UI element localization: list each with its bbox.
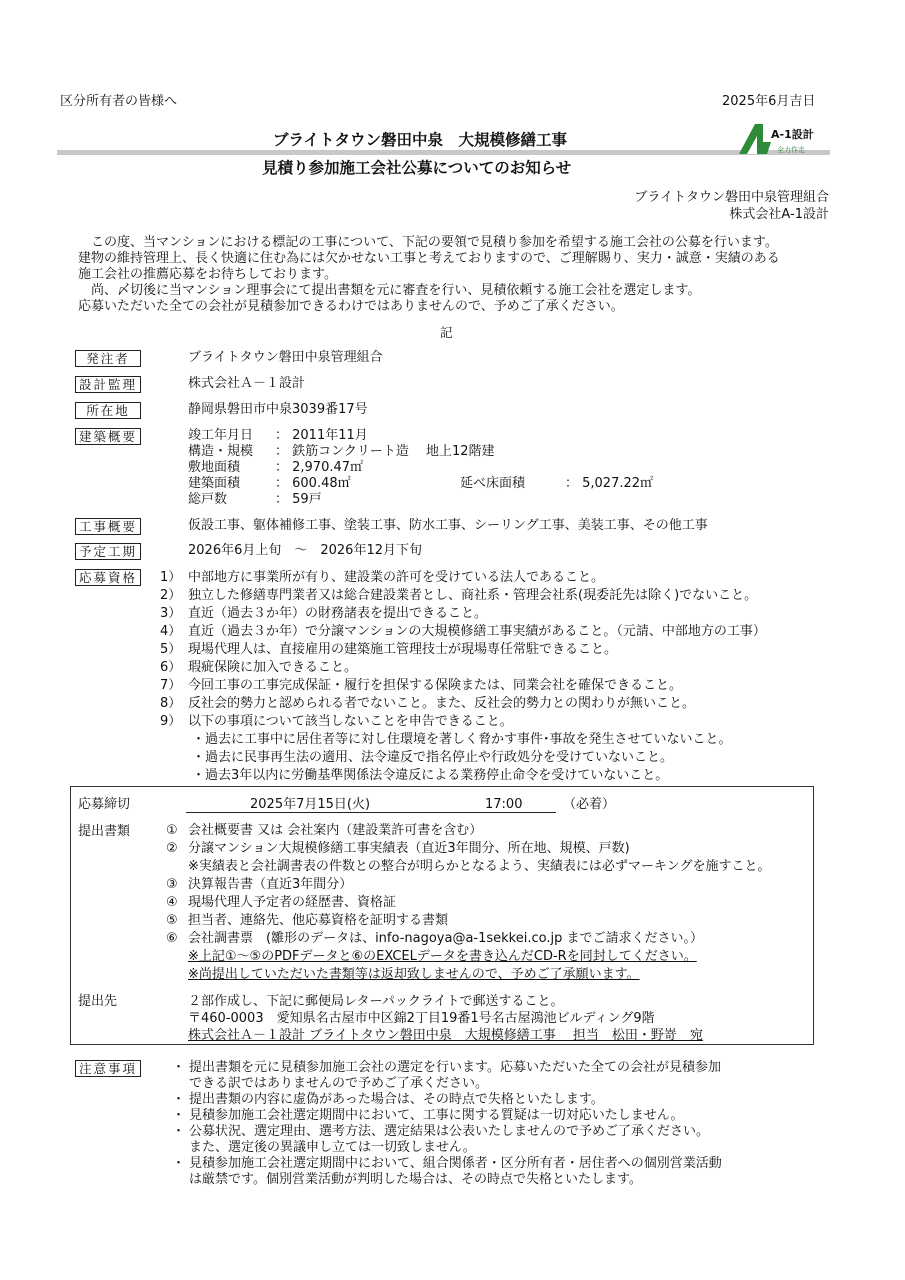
qualification-item: 反社会的勢力と認められる者でないこと。また、反社会的勢力との関わりが無いこと。 xyxy=(188,696,696,711)
intro-line: この度、当マンションにおける標記の工事について、下記の要領で見積り参加を希望する施工会社の公募を行います。 xyxy=(78,235,778,250)
doc-item: ※実績表と会社調書表の件数との整合が明らかとなるよう、実績表には必ずマーキングを施すこと。 xyxy=(188,859,771,874)
intro-line: 施工会社の推薦応募をお待ちしております。 xyxy=(78,267,337,282)
doc-number: ① xyxy=(166,823,178,838)
design-value: 株式会社Ａ－１設計 xyxy=(188,376,306,391)
qualification-number: 9） xyxy=(160,714,182,729)
note-bullet: ・ xyxy=(172,1156,186,1171)
doc-number: ② xyxy=(166,841,178,856)
ki-mark: 記 xyxy=(440,325,453,340)
issue-date: 2025年6月吉日 xyxy=(722,94,816,109)
doc-item: 分譲マンション大規模修繕工事実績表（直近3年間分、所在地、規模、戸数) xyxy=(188,841,630,856)
note-bullet: ・ xyxy=(172,1108,186,1123)
sender-association: ブライトタウン磐田中泉管理組合 xyxy=(634,190,829,205)
page-subtitle: 見積り参加施工会社公募についてのお知らせ xyxy=(262,159,572,177)
completion-label: 竣工年月日 xyxy=(188,428,254,443)
note-bullet: ・ xyxy=(172,1092,186,1107)
docs-note-return: ※尚提出していただいた書類等は返却致しませんので、予めご了承願います。 xyxy=(188,967,640,982)
qualification-item: 独立した修繕専門業者又は総合建設業者とし、商社系・管理会社系(現委託先は除く)でないこと。 xyxy=(188,588,758,603)
qualification-number: 3） xyxy=(160,606,182,621)
site-area-value: ： 2,970.47㎡ xyxy=(275,460,364,475)
note-item: できる訳ではありませんので予めご了承ください。 xyxy=(189,1076,489,1091)
structure-label: 構造・規模 xyxy=(188,444,254,459)
page-title: ブライトタウン磐田中泉 大規模修繕工事 xyxy=(273,131,568,149)
intro-line: 尚、〆切後に当マンション理事会にて提出書類を元に審査を行い、見積依頼する施工会社を選定します。 xyxy=(78,283,701,298)
doc-number: ⑥ xyxy=(166,931,178,946)
destination-address: 〒460-0003 愛知県名古屋市中区錦2丁目19番1号名古屋鴻池ビルディング9階 xyxy=(188,1011,655,1026)
qualification-number: 4） xyxy=(160,624,182,639)
deadline-note: （必着） xyxy=(563,797,616,812)
orderer-label: 発注者 xyxy=(75,350,141,367)
qualification-number: 2） xyxy=(160,588,182,603)
qualification-item: 直近（過去３か年）で分譲マンションの大規模修繕工事実績があること。（元請、中部地方の工事） xyxy=(188,624,766,639)
intro-line: 応募いただいた全ての会社が見積参加できるわけではありませんので、予めご了承ください。 xyxy=(78,299,624,314)
note-bullet: ・ xyxy=(172,1060,186,1075)
logo-text: A-1設計 xyxy=(771,128,814,141)
period-value: 2026年6月上旬 ～ 2026年12月下旬 xyxy=(188,543,422,558)
qualification-number: 6） xyxy=(160,660,182,675)
location-label: 所在地 xyxy=(75,402,141,419)
logo-subtext: 全力作走 xyxy=(777,146,805,154)
note-item: 見積参加施工会社選定期間中において、組合関係者・区分所有者・居住者への個別営業活動 xyxy=(189,1156,722,1171)
structure-value: ： 鉄筋コンクリート造 地上12階建 xyxy=(275,444,495,459)
building-label: 建築概要 xyxy=(75,428,141,445)
units-value: ： 59戸 xyxy=(275,492,322,507)
deadline-label: 応募締切 xyxy=(78,797,131,812)
intro-line: 建物の維持管理上、長く快適に住む為には欠かせない工事と考えておりますので、ご理解賜り、実力・誠意・実績のある xyxy=(78,251,780,266)
qualification-item: 今回工事の工事完成保証・履行を担保する保険または、同業会社を確保できること。 xyxy=(188,678,683,693)
notes-label: 注意事項 xyxy=(75,1060,141,1077)
total-area-value: ： 5,027.22㎡ xyxy=(565,476,654,491)
destination-line: ２部作成し、下記に郵便局レターパックライトで郵送すること。 xyxy=(188,994,564,1009)
docs-label: 提出書類 xyxy=(78,824,131,839)
note-item: 提出書類を元に見積参加施工会社の選定を行います。応募いただいた全ての会社が見積参加 xyxy=(189,1060,721,1075)
qualification-sub-item: ・過去に工事中に居住者等に対し住環境を著しく脅かす事件･事故を発生させていないこと。 xyxy=(192,732,732,747)
note-item: 提出書類の内容に虚偽があった場合は、その時点で失格といたします。 xyxy=(189,1092,604,1107)
work-label: 工事概要 xyxy=(75,518,141,535)
doc-item: 決算報告書（直近3年間分） xyxy=(188,877,353,892)
deadline-date: 2025年7月15日(火) xyxy=(250,797,371,812)
qualification-label: 応募資格 xyxy=(75,569,141,586)
period-label: 予定工期 xyxy=(75,543,141,560)
site-area-label: 敷地面積 xyxy=(188,460,241,475)
design-label: 設計監理 xyxy=(75,376,141,393)
deadline-time: 17:00 xyxy=(485,797,523,812)
note-item: また、選定後の異議申し立ては一切致しません。 xyxy=(189,1140,476,1155)
qualification-number: 7） xyxy=(160,678,182,693)
doc-item: 会社調書票 (雛形のデータは、info-nagoya@a-1sekkei.co.jp までご請求ください。） xyxy=(188,931,703,946)
units-label: 総戸数 xyxy=(188,492,228,507)
sender-company: 株式会社A-1設計 xyxy=(729,207,829,222)
note-item: は厳禁です。個別営業活動が判明した場合は、その時点で失格といたします。 xyxy=(189,1172,642,1187)
note-item: 見積参加施工会社選定期間中において、工事に関する質疑は一切対応いたしません。 xyxy=(189,1108,684,1123)
location-value: 静岡県磐田市中泉3039番17号 xyxy=(188,402,368,417)
addressee: 区分所有者の皆様へ xyxy=(60,94,178,109)
qualification-item: 直近（過去３か年）の財務諸表を提出できること。 xyxy=(188,606,488,621)
qualification-item: 現場代理人は、直接雇用の建築施工管理技士が現場専任常駐できること。 xyxy=(188,642,618,657)
doc-item: 担当者、連絡先、他応募資格を証明する書類 xyxy=(188,913,449,928)
qualification-sub-item: ・過去3年以内に労働基準関係法令違反による業務停止命令を受けていないこと。 xyxy=(192,768,669,783)
qualification-item: 以下の事項について該当しないことを申告できること。 xyxy=(188,714,513,729)
doc-item: 現場代理人予定者の経歴書、資格証 xyxy=(188,895,397,910)
note-item: 公募状況、選定理由、選考方法、選定結果は公表いたしませんので予めご了承ください。 xyxy=(189,1124,710,1139)
company-logo xyxy=(737,122,825,156)
building-area-value: ： 600.48㎡ xyxy=(275,476,351,491)
qualification-item: 瑕疵保険に加入できること。 xyxy=(188,660,358,675)
qualification-item: 中部地方に事業所が有り、建設業の許可を受けている法人であること。 xyxy=(188,570,605,585)
doc-number: ③ xyxy=(166,877,178,892)
title-rule xyxy=(57,150,830,155)
qualification-number: 1） xyxy=(160,570,182,585)
doc-item: 会社概要書 又は 会社案内（建設業許可書を含む） xyxy=(188,823,483,838)
docs-note-cdr: ※上記①～⑤のPDFデータと⑥のEXCELデータを書き込んだCD-Rを同封してください。 xyxy=(188,949,697,964)
note-bullet: ・ xyxy=(172,1124,186,1139)
destination-label: 提出先 xyxy=(78,994,118,1009)
work-value: 仮設工事、躯体補修工事、塗装工事、防水工事、シーリング工事、美装工事、その他工事 xyxy=(188,518,708,533)
total-area-label: 延べ床面積 xyxy=(460,476,526,491)
building-area-label: 建築面積 xyxy=(188,476,241,491)
qualification-sub-item: ・過去に民事再生法の適用、法令違反で指名停止や行政処分を受けていないこと。 xyxy=(192,750,674,765)
destination-recipient: 株式会社Ａ－１設計 ブライトタウン磐田中泉 大規模修繕工事 担当 松田・野嵜 宛 xyxy=(188,1028,703,1043)
orderer-value: ブライトタウン磐田中泉管理組合 xyxy=(188,350,383,365)
qualification-number: 5） xyxy=(160,642,182,657)
doc-number: ④ xyxy=(166,895,178,910)
qualification-number: 8） xyxy=(160,696,182,711)
doc-number: ⑤ xyxy=(166,913,178,928)
completion-value: ： 2011年11月 xyxy=(275,428,368,443)
